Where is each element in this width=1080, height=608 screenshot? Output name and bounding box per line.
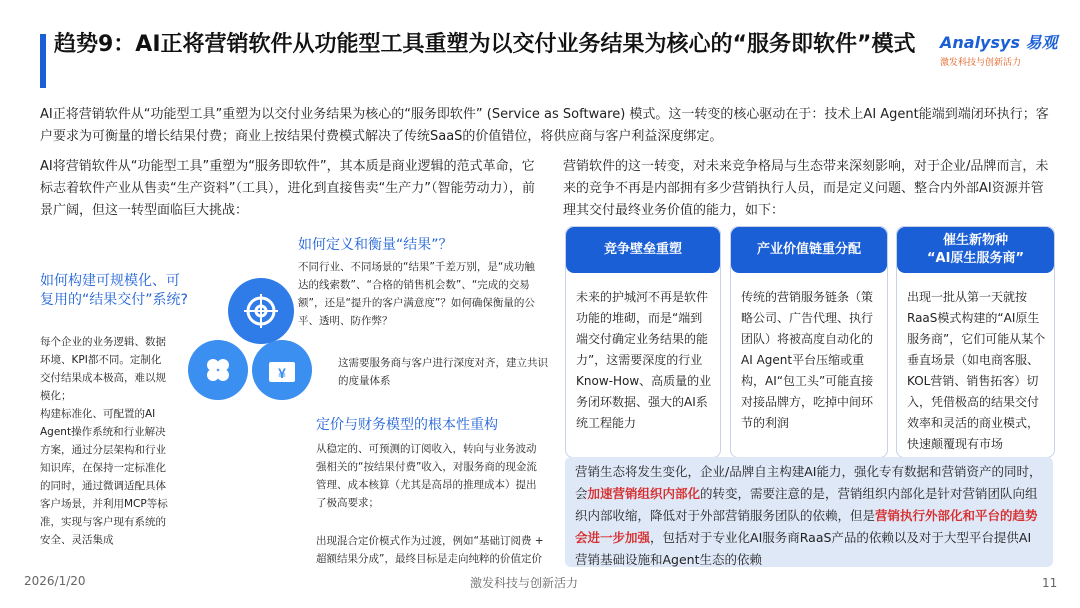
impact-card-1-body: 未来的护城河不再是软件功能的堆砌，而是“端到端交付确定业务结果的能力”，这需要深度的行业Know-How、高质量的业务闭环数据、强大的AI系统工程能力 [576, 290, 712, 430]
yen-icon [252, 340, 312, 400]
challenge-3-body-1: 从稳定的、可预测的订阅收入，转向与业务波动强相关的“按结果付费”收入，对服务商的现金流管理、成本核算（尤其是高昂的推理成本）提出了极高要求； [316, 443, 537, 509]
challenge-icon-cluster [196, 278, 306, 408]
brand-logo [940, 30, 1060, 74]
target-icon [228, 278, 294, 344]
challenge-2-title: 如何定义和衡量“结果”？ [298, 237, 453, 253]
impact-card-3 [896, 226, 1055, 458]
left-lead-paragraph: AI将营销软件从“功能型工具”重塑为“服务即软件”，其本质是商业逻辑的范式革命，它标志着软件产业从售卖“生产资料”（工具），进化到直接售卖“生产力”（智能劳动力），前景广阔，但这一转型面临巨大挑战： [40, 159, 535, 218]
footer-slogan: 激发科技与创新活力 [470, 576, 579, 590]
challenge-1-title: 如何构建可规模化、可复用的“结果交付”系统? [40, 273, 188, 308]
brand-slogan: 激发科技与创新活力 [940, 58, 1022, 68]
ecosystem-summary-box [565, 457, 1053, 567]
summary-highlight-1: 加速营销组织内部化 [587, 486, 701, 501]
svg-text:¥: ¥ [278, 365, 286, 381]
footer-date: 2026/1/20 [24, 574, 86, 588]
summary-text-a: 营销生态将发生变化，企业/品牌自主构建AI能力，强化专有数据和营销资产的同时，会 [575, 464, 1042, 501]
challenge-3-title: 定价与财务模型的根本性重构 [316, 417, 498, 433]
summary-highlight-2: 营销执行外部化和平台的趋势会进一步加强 [575, 508, 1038, 545]
title-accent-bar [40, 34, 46, 88]
impact-card-1-title: 竞争壁垒重塑 [566, 227, 720, 273]
summary-text-e: ，包括对于专业化AI服务商RaaS产品的依赖以及对于大型平台提供AI营销基础设施和Agent生态的依赖 [575, 530, 1032, 567]
clover-icon [188, 340, 248, 400]
challenge-1-body-1: 每个企业的业务逻辑、数据环境、KPI都不同。定制化交付结果成本极高，难以规模化； [40, 336, 166, 402]
challenge-3-body-2: 出现混合定价模式作为过渡，例如“基础订阅费 + 超额结果分成”，最终目标是走向纯粹的价值定价 [316, 535, 544, 565]
impact-card-2-title: 产业价值链重分配 [731, 227, 887, 273]
impact-card-1 [565, 226, 721, 458]
challenge-1-body-2: 构建标准化、可配置的AI Agent操作系统和行业解决方案，通过分层架构和行业知识库，在保持一定标准化的同时，通过微调适配具体客户场景，并利用MCP等标准，实现与客户现有系统的安全、灵活集成 [40, 408, 168, 546]
impact-card-2-body: 传统的营销服务链条（策略公司、广告代理、执行团队）将被高度自动化的AI Agent平台压缩或重构，AI“包工头”可能直接对接品牌方，吃掉中间环节的利润 [741, 290, 874, 430]
right-lead-paragraph: 营销软件的这一转变，对未来竞争格局与生态带来深刻影响，对于企业/品牌而言，未来的竞争不再是内部拥有多少营销执行人员，而是定义问题、整合内外部AI资源并管理其交付最终业务价值的能力，如下： [563, 159, 1049, 218]
page-number: 11 [1042, 576, 1058, 590]
summary-text-c: 的转变，需要注意的是，营销组织内部化是针对营销团队向组织内部收缩，降低对于外部营销服务团队的依赖，但是 [575, 486, 1038, 523]
intro-paragraph: AI正将营销软件从“功能型工具”重塑为以交付业务结果为核心的“服务即软件” (Service as Software) 模式。这一转变的核心驱动在于：技术上AI Agent能端到端闭环执行；客户要求为可衡量的增长结果付费；商业上按结果付费模式解决了传统SaaS的价值错位，将供应商与客户利益深度绑定。 [40, 107, 1049, 144]
challenge-2-body: 不同行业、不同场景的“结果”千差万别，是“成功触达的线索数”、“合格的销售机会数”、“完成的交易额”，还是“提升的客户满意度”？如何确保衡量的公平、透明、防作弊？ [298, 261, 535, 327]
challenge-2-note: 这需要服务商与客户进行深度对齐，建立共识的度量体系 [338, 357, 548, 387]
impact-card-3-body: 出现一批从第一天就按RaaS模式构建的“AI原生服务商”，它们可能从某个垂直场景（如电商客服、KOL营销、销售拓客）切入，凭借极高的结果交付效率和灵活的商业模式，快速颠覆现有市场 [907, 290, 1046, 451]
brand-logo-text: Analysys 易观 [940, 33, 1058, 52]
impact-card-2 [730, 226, 888, 458]
page-title: 趋势9：AI正将营销软件从功能型工具重塑为以交付业务结果为核心的“服务即软件”模式 [54, 32, 916, 57]
impact-card-3-title: 催生新物种 “AI原生服务商” [897, 227, 1054, 273]
